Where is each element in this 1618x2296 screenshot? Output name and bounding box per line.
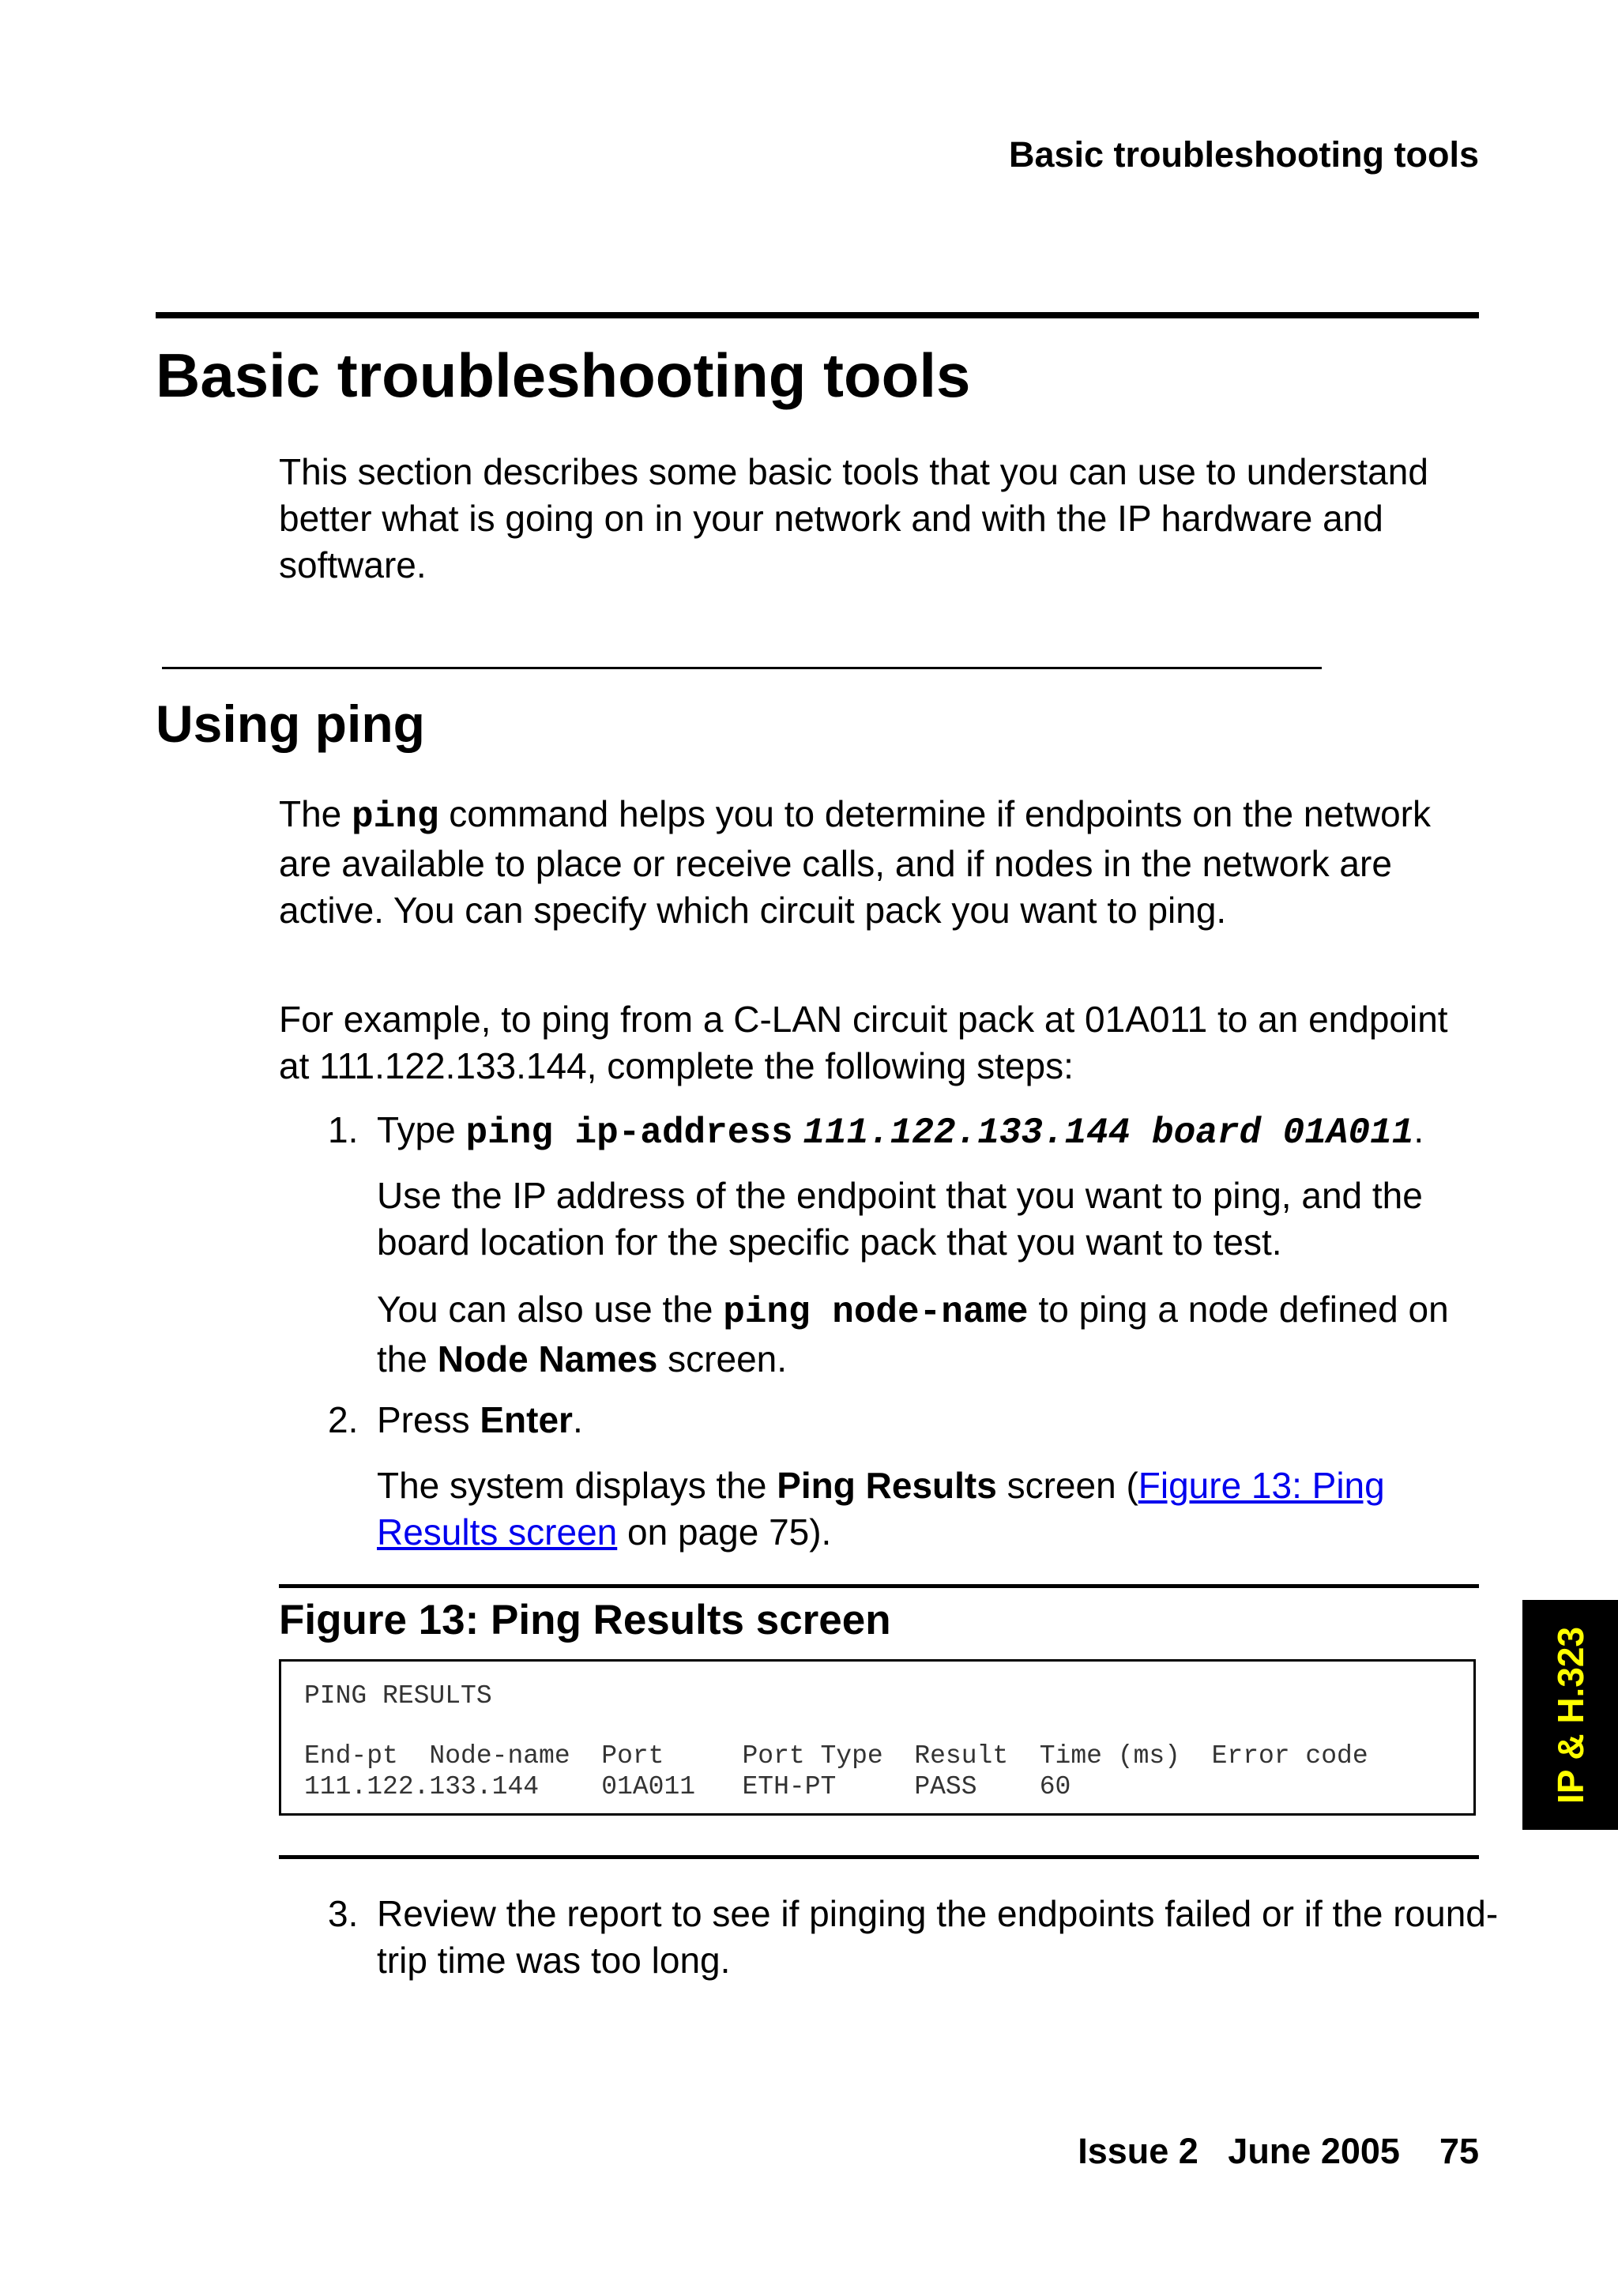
- section-divider: [156, 312, 1479, 318]
- screen-title: PING RESULTS: [304, 1681, 492, 1711]
- chapter-tab: [1522, 1600, 1618, 1830]
- running-header: Basic troubleshooting tools: [1008, 134, 1479, 175]
- ping-ip-command: ping ip-address: [465, 1112, 793, 1154]
- step-number: 2.: [328, 1399, 359, 1440]
- ping-results-screen: [279, 1659, 1476, 1816]
- text-run: The: [279, 793, 352, 834]
- subsection-divider: [162, 667, 1322, 669]
- text-run: Press: [377, 1399, 480, 1440]
- text-run: Review the report to see if pinging the endpoints failed or if the round-trip time was too long.: [377, 1893, 1499, 1981]
- ping-arguments: 111.122.133.144 board 01A011: [803, 1112, 1414, 1154]
- section-intro: This section describes some basic tools that you can use to understand better what is going on in your network and with the IP hardware and software.: [279, 451, 1428, 585]
- step-3: [328, 1891, 1499, 1984]
- step-1-note: Use the IP address of the endpoint that you want to ping, and the board location for the specific pack that you want to test.: [377, 1175, 1423, 1263]
- node-names-label: Node Names: [437, 1338, 658, 1379]
- text-run: on page 75).: [617, 1511, 832, 1553]
- figure-caption: Figure 13: Ping Results screen: [279, 1597, 891, 1643]
- figure-top-rule: [279, 1584, 1479, 1588]
- text-run: to ping a node defined on the: [377, 1289, 1449, 1379]
- step-number: 3.: [328, 1893, 359, 1934]
- subsection-title: Using ping: [156, 694, 425, 753]
- text-run: .: [572, 1399, 583, 1440]
- figure-bottom-rule: [279, 1855, 1479, 1859]
- text-run: command helps you to determine if endpoints on the network are available to place or receive calls, and if nodes in the network are active. You can specify which circuit pack you want to ping.: [279, 793, 1431, 931]
- step-2: [328, 1397, 583, 1443]
- page-footer: Issue 2 June 2005 75: [1078, 2131, 1479, 2171]
- text-run: [793, 1109, 803, 1150]
- section-title: Basic troubleshooting tools: [156, 341, 971, 410]
- figure-13-link[interactable]: Figure 13: Ping Results screen: [377, 1465, 1385, 1553]
- step-1-note-node-name: [377, 1286, 1499, 1383]
- text-run: .: [1413, 1109, 1424, 1150]
- enter-key-label: Enter: [480, 1399, 573, 1440]
- text-run: screen.: [657, 1338, 788, 1379]
- ping-results-label: Ping Results: [777, 1465, 997, 1506]
- step-1: [328, 1107, 1424, 1157]
- results-header-row: End-pt Node-name Port Port Type Result Time (ms) Error code: [304, 1741, 1368, 1771]
- example-paragraph: For example, to ping from a C-LAN circuit pack at 01A011 to an endpoint at 111.122.133.144, complete the following steps:: [279, 999, 1448, 1086]
- text-run: Type: [377, 1109, 466, 1150]
- chapter-tab-label: IP & H.323: [1549, 1626, 1591, 1804]
- text-run: You can also use the: [377, 1289, 724, 1330]
- text-run: screen (: [996, 1465, 1138, 1506]
- ping-node-name-command: ping node-name: [723, 1292, 1029, 1333]
- ping-command: ping: [352, 796, 439, 837]
- results-data-row: 111.122.133.144 01A011 ETH-PT PASS 60: [304, 1772, 1071, 1801]
- step-2-note: [377, 1462, 1499, 1556]
- text-run: The system displays the: [377, 1465, 777, 1506]
- ping-description: [279, 791, 1480, 934]
- step-number: 1.: [328, 1109, 359, 1150]
